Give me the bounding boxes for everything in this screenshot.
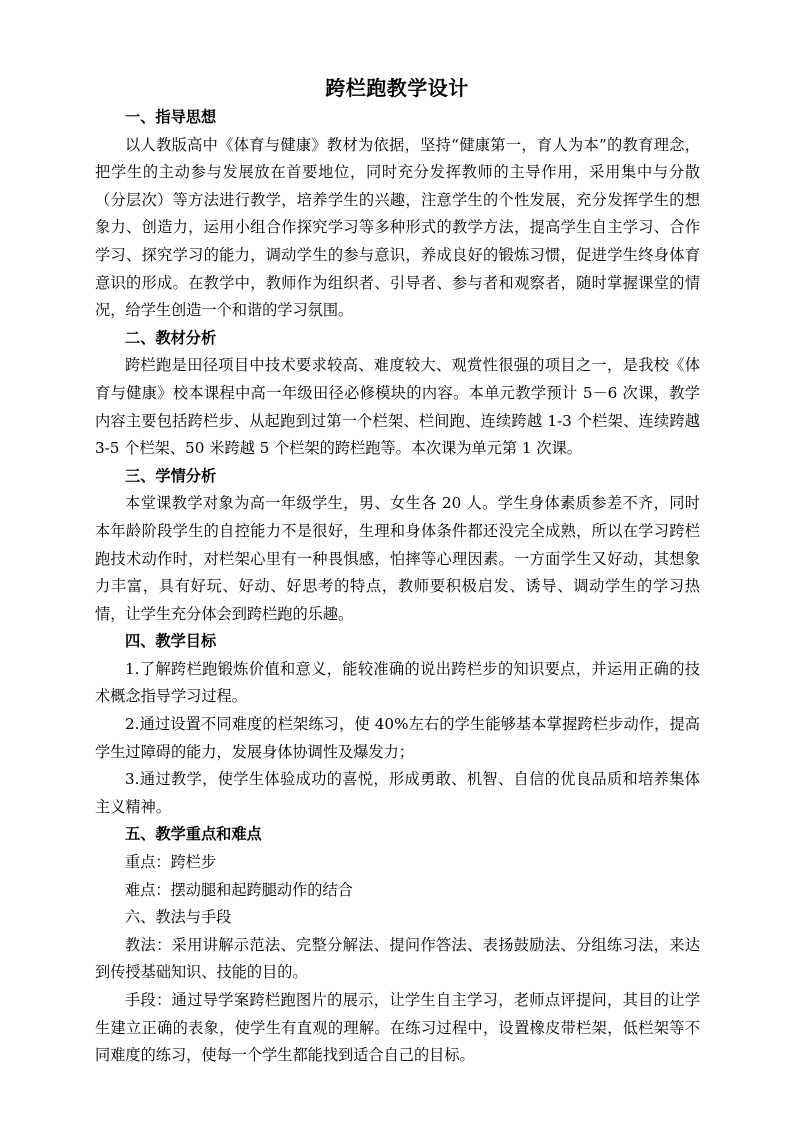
objective-item: 2.通过设置不同难度的栏架练习，使 40%左右的学生能够基本掌握跨栏步动作，提高学生过障碍的能力，发展身体协调性及爆发力； bbox=[95, 715, 700, 761]
paragraph: 跨栏跑是田径项目中技术要求较高、难度较大、观赏性很强的项目之一，是我校《体育与健康》校本课程中高一年级田径必修模块的内容。本单元教学预计 5－6 次课，教学内容主要包括跨栏步、从起跑到过第一个栏架、栏间跑、连续跨越 1-3 个栏架、连续跨越 3-5 个栏架、50 米跨越 5 个栏架的跨栏跑等。本次课为单元第 1 次课。 bbox=[95, 356, 700, 458]
difficult-point: 难点：摆动腿和起跨腿动作的结合 bbox=[125, 880, 353, 899]
paragraph: 手段：通过导学案跨栏跑图片的展示，让学生自主学习，老师点评提问，其目的让学生建立正确的表象，使学生有直观的理解。在练习过程中，设置橡皮带栏架，低栏架等不同难度的练习，使每一个学生都能找到适合自己的目标。 bbox=[95, 991, 700, 1065]
section-heading: 六、教法与手段 bbox=[125, 908, 232, 927]
paragraph: 以人教版高中《体育与健康》教材为依据，坚持“健康第一，育人为本”的教育理念，把学生的主动参与发展放在首要地位，同时充分发挥教师的主导作用，采用集中与分散（分层次）等方法进行教学，培养学生的兴趣，注意学生的个性发展，充分发挥学生的想象力、创造力，运用小组合作探究学习等多种形式的教学方法，提高学生自主学习、合作学习、探究学习的能力，调动学生的参与意识，养成良好的锻炼习惯，促进学生终身体育意识的形成。在教学中，教师作为组织者、引导者、参与者和观察者，随时掌握课堂的情况，给学生创造一个和谐的学习氛围。 bbox=[95, 135, 700, 320]
section-heading: 四、教学目标 bbox=[125, 632, 217, 651]
key-point: 重点：跨栏步 bbox=[125, 853, 217, 872]
section-heading: 三、学情分析 bbox=[125, 466, 217, 485]
paragraph: 教法：采用讲解示范法、完整分解法、提问作答法、表扬鼓励法、分组练习法，来达到传授基础知识、技能的目的。 bbox=[95, 935, 700, 982]
objective-item: 1.了解跨栏跑锻炼价值和意义，能较准确的说出跨栏步的知识要点，并运用正确的技术概念指导学习过程。 bbox=[95, 659, 700, 706]
section-heading: 二、教材分析 bbox=[125, 328, 217, 347]
paragraph: 本堂课教学对象为高一年级学生，男、女生各 20 人。学生身体素质参差不齐，同时本年龄阶段学生的自控能力不是很好，生理和身体条件都还没完全成熟，所以在学习跨栏跑技术动作时，对栏架心里有一种畏惧感，怕摔等心理因素。一方面学生又好动，其想象力丰富，具有好玩、好动、好思考的特点，教师要积极启发、诱导、调动学生的学习热情，让学生充分体会到跨栏跑的乐趣。 bbox=[95, 494, 700, 623]
objective-item: 3.通过教学，使学生体验成功的喜悦，形成勇敢、机智、自信的优良品质和培养集体主义精神。 bbox=[95, 770, 700, 816]
document-title: 跨栏跑教学设计 bbox=[325, 76, 469, 100]
section-heading: 五、教学重点和难点 bbox=[125, 825, 262, 844]
document-body bbox=[95, 104, 700, 1070]
section-heading: 一、指导思想 bbox=[125, 108, 217, 126]
